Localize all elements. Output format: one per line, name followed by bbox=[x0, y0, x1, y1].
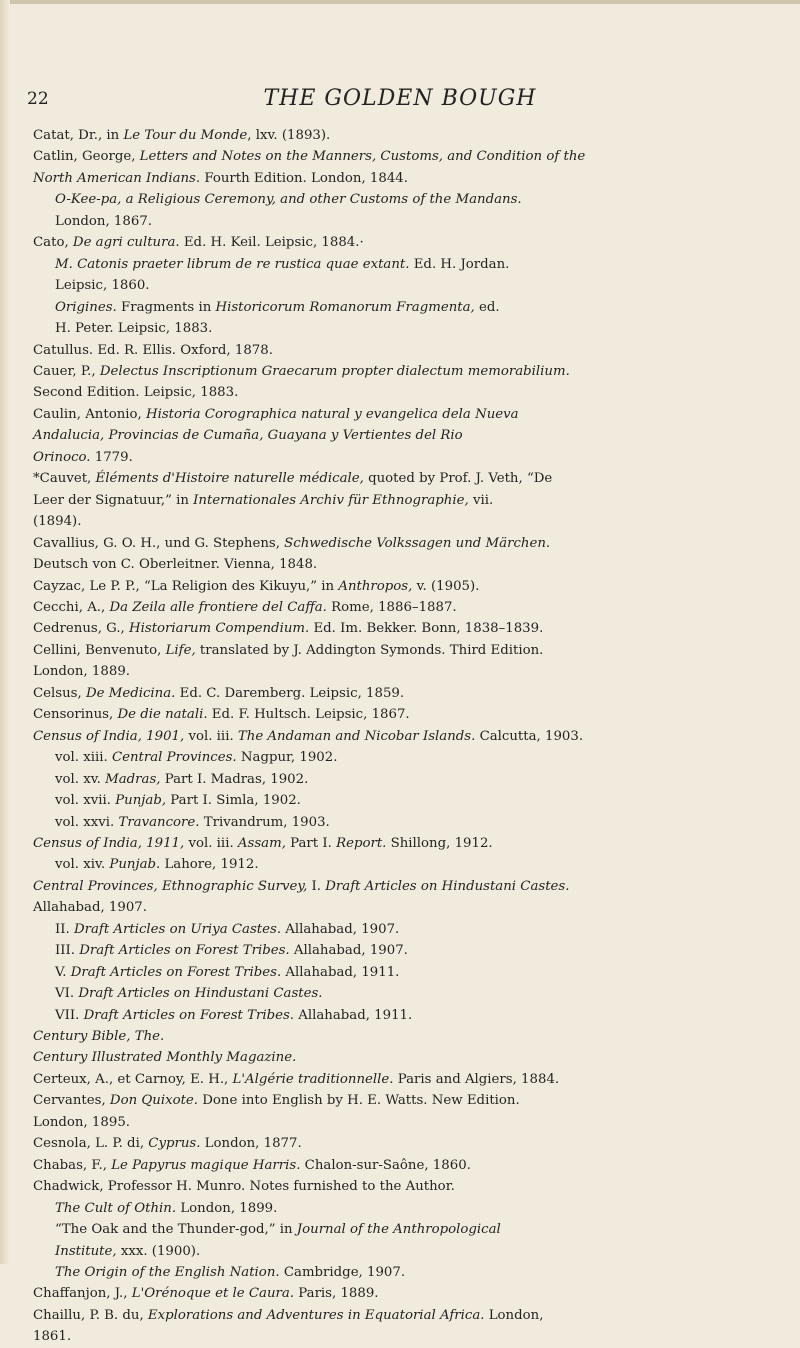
entry-line bbox=[55, 254, 785, 275]
entry-text: London, 1877. bbox=[200, 1136, 302, 1152]
entry-text: London, 1867. bbox=[55, 213, 152, 229]
entry-text: Catullus. Ed. R. Ellis. Oxford, 1878. bbox=[33, 342, 273, 358]
entry-title-text: De Medicina. bbox=[85, 685, 176, 701]
entry-title-text: Historia Corographica natural y evangelica dela Nueva bbox=[145, 406, 519, 422]
entry-text: Chabas, F., bbox=[33, 1157, 112, 1173]
entry-text: vol. iii. bbox=[184, 728, 238, 744]
entry-line bbox=[55, 769, 785, 790]
entry-title-text: Journal of the Anthropological bbox=[296, 1222, 501, 1238]
entry-line bbox=[33, 340, 785, 361]
entry-line bbox=[33, 726, 785, 747]
entry-text: Part I. Madras, 1902. bbox=[160, 771, 309, 787]
entry-line bbox=[33, 404, 785, 425]
entry-title-text: Cyprus. bbox=[148, 1136, 201, 1152]
entry-line bbox=[33, 425, 785, 446]
entry-title-text: Explorations and Adventures in Equatorial Africa. bbox=[147, 1307, 485, 1323]
entry-title-text: Anthropos, bbox=[338, 578, 413, 594]
entry-text: VII. bbox=[55, 1007, 84, 1023]
entry-line bbox=[33, 533, 785, 554]
page-top-rule bbox=[0, 0, 800, 4]
entry-line bbox=[33, 232, 785, 253]
entry-title-text: Punjab. bbox=[109, 857, 161, 873]
entry-line bbox=[33, 876, 785, 897]
entry-title-text: The Andaman and Nicobar Islands. bbox=[237, 728, 476, 744]
bibliography-entry bbox=[33, 1262, 785, 1283]
entry-line bbox=[55, 919, 785, 940]
entry-text: Calcutta, 1903. bbox=[475, 728, 584, 744]
entry-title-text: Delectus Inscriptionum Graecarum propter dialectum memorabilium. bbox=[99, 363, 570, 379]
entry-line bbox=[55, 1241, 785, 1262]
entry-title-text: Census of India, 1901, bbox=[33, 728, 185, 744]
bibliography-entry bbox=[33, 640, 785, 683]
entry-text: xxx. (1900). bbox=[116, 1243, 201, 1259]
entry-line bbox=[33, 447, 785, 468]
entry-line bbox=[55, 940, 785, 961]
entry-text: London, bbox=[484, 1307, 544, 1323]
entry-text: Done into English by H. E. Watts. New Edition. bbox=[198, 1093, 520, 1109]
entry-text: *Cauvet, bbox=[33, 471, 96, 487]
entry-text: Part I. bbox=[285, 835, 337, 851]
entry-text: Part I. Simla, 1902. bbox=[166, 793, 301, 809]
entry-line bbox=[55, 275, 785, 296]
entry-text: Cedrenus, G., bbox=[33, 621, 130, 637]
bibliography-entry bbox=[33, 597, 785, 618]
bibliography-entry bbox=[33, 919, 785, 940]
entry-text: Cecchi, A., bbox=[33, 599, 110, 615]
entry-text: , lxv. (1893). bbox=[247, 128, 331, 143]
entry-text: Paris, 1889. bbox=[294, 1286, 379, 1302]
bibliography-entry bbox=[33, 1176, 785, 1197]
bibliography-entry bbox=[33, 254, 785, 297]
entry-text: Caulin, Antonio, bbox=[33, 406, 146, 422]
bibliography-entry bbox=[33, 618, 785, 639]
entry-line bbox=[55, 962, 785, 983]
entry-title-text: Le Papyrus magique Harris. bbox=[111, 1157, 301, 1173]
entry-text: vol. xiv. bbox=[55, 857, 110, 873]
entry-text: translated by J. Addington Symonds. Third Edition. bbox=[195, 642, 544, 658]
entry-line bbox=[33, 146, 785, 167]
entry-text: (1894). bbox=[33, 514, 82, 530]
entry-text: Ed. C. Daremberg. Leipsic, 1859. bbox=[175, 685, 405, 701]
entry-text: Catlin, George, bbox=[33, 149, 140, 165]
entry-text: Ed. H. Jordan. bbox=[409, 256, 510, 272]
entry-line bbox=[33, 468, 785, 489]
entry-title-text: De agri cultura. bbox=[72, 235, 180, 251]
entry-line bbox=[33, 382, 785, 403]
entry-text: Lahore, 1912. bbox=[160, 857, 259, 873]
entry-text: Ed. Im. Bekker. Bonn, 1838–1839. bbox=[309, 621, 544, 637]
entry-text: ed. bbox=[474, 299, 500, 315]
bibliography-entry bbox=[33, 683, 785, 704]
bibliography-entry bbox=[33, 189, 785, 232]
entry-text: Chadwick, Professor H. Munro. Notes furnished to the Author. bbox=[33, 1179, 455, 1195]
bibliography-entry bbox=[33, 576, 785, 597]
entry-title-text: Draft Articles on Hindustani Castes. bbox=[78, 986, 323, 1002]
entry-text: Allahabad, 1907. bbox=[289, 943, 408, 959]
entry-line bbox=[33, 683, 785, 704]
entry-text: Chalon-sur-Saône, 1860. bbox=[300, 1157, 471, 1173]
entry-text: Fourth Edition. London, 1844. bbox=[200, 170, 408, 186]
entry-text: Cayzac, Le P. P., “La Religion des Kikuyu,” in bbox=[33, 578, 339, 594]
bibliography-entry bbox=[33, 747, 785, 768]
entry-text: London, 1895. bbox=[33, 1114, 130, 1130]
entry-title-text: Institute, bbox=[55, 1243, 117, 1259]
entry-line bbox=[55, 812, 785, 833]
entry-text: “The Oak and the Thunder-god,” in bbox=[55, 1222, 297, 1238]
entry-text: Leipsic, 1860. bbox=[55, 278, 150, 294]
entry-title-text: Schwedische Volkssagen und Märchen. bbox=[284, 535, 551, 551]
bibliography-entry bbox=[33, 1198, 785, 1219]
bibliography-entry bbox=[33, 125, 785, 146]
bibliography-entry bbox=[33, 340, 785, 361]
bibliography-entry bbox=[33, 146, 785, 189]
entry-text: Allahabad, 1907. bbox=[33, 900, 147, 916]
entry-title-text: Le Tour du Monde bbox=[123, 128, 248, 143]
bibliography-entry bbox=[33, 790, 785, 811]
bibliography-entry bbox=[33, 404, 785, 468]
entry-text: III. bbox=[55, 943, 80, 959]
entry-text: I. bbox=[307, 878, 326, 894]
entry-line bbox=[55, 747, 785, 768]
bibliography-entry bbox=[33, 1133, 785, 1154]
entry-title-text: Orinoco. bbox=[33, 449, 91, 465]
entry-title-text: Andalucia, Provincias de Cumaña, Guayana y Vertientes del Rio bbox=[33, 428, 463, 444]
entry-text: Deutsch von C. Oberleitner. Vienna, 1848. bbox=[33, 557, 318, 573]
entry-line bbox=[33, 576, 785, 597]
entry-title-text: Draft Articles on Forest Tribes. bbox=[83, 1007, 295, 1023]
entry-line bbox=[33, 661, 785, 682]
entry-text: Allahabad, 1907. bbox=[281, 921, 400, 937]
entry-title-text: O-Kee-pa, a Religious Ceremony, and other Customs of the Mandans. bbox=[55, 192, 522, 208]
entry-text: II. bbox=[55, 921, 74, 937]
entry-text: vol. xv. bbox=[55, 771, 106, 787]
bibliography-entry bbox=[33, 232, 785, 253]
entry-text: Leer der Signatuur,” in bbox=[33, 492, 194, 508]
entry-line bbox=[33, 1305, 785, 1326]
entry-line bbox=[33, 618, 785, 639]
entry-text: Chaffanjon, J., bbox=[33, 1286, 132, 1302]
entry-text: Ed. H. Keil. Leipsic, 1884.· bbox=[179, 235, 364, 251]
entry-line bbox=[55, 854, 785, 875]
entry-text: Censorinus, bbox=[33, 707, 118, 723]
page-edge-shadow bbox=[0, 0, 10, 1264]
entry-line bbox=[33, 1069, 785, 1090]
entry-line bbox=[55, 211, 785, 232]
bibliography-entry bbox=[33, 1155, 785, 1176]
entry-text: London, 1889. bbox=[33, 664, 130, 680]
running-title: THE GOLDEN BOUGH bbox=[263, 86, 537, 111]
entry-line bbox=[33, 1283, 785, 1304]
entry-line bbox=[33, 833, 785, 854]
bibliography-entry bbox=[33, 983, 785, 1004]
entry-text: Paris and Algiers, 1884. bbox=[393, 1071, 560, 1087]
entry-title-text: Historicorum Romanorum Fragmenta, bbox=[215, 299, 475, 315]
entry-title-text: Origines. bbox=[55, 299, 117, 315]
entry-text: Catat, Dr., in bbox=[33, 128, 124, 143]
entry-title-text: Century Bible, The. bbox=[33, 1029, 165, 1045]
bibliography-entry bbox=[33, 726, 785, 747]
bibliography-entry bbox=[33, 833, 785, 854]
entry-text: Cellini, Benvenuto, bbox=[33, 642, 166, 658]
entry-text: H. Peter. Leipsic, 1883. bbox=[55, 321, 213, 337]
bibliography-entry bbox=[33, 361, 785, 404]
entry-text: Cervantes, bbox=[33, 1093, 110, 1109]
entry-text: Nagpur, 1902. bbox=[236, 750, 338, 766]
entry-title-text: Draft Articles on Uriya Castes. bbox=[73, 921, 282, 937]
entry-line bbox=[33, 554, 785, 575]
bibliography-entry bbox=[33, 854, 785, 875]
entry-text: 1861. bbox=[33, 1329, 72, 1345]
entry-title-text: Draft Articles on Forest Tribes. bbox=[70, 964, 282, 980]
bibliography-entry bbox=[33, 533, 785, 576]
entry-line bbox=[33, 597, 785, 618]
entry-title-text: Assam, bbox=[237, 835, 286, 851]
entry-line bbox=[33, 361, 785, 382]
entry-line bbox=[55, 1198, 785, 1219]
entry-line bbox=[33, 490, 785, 511]
entry-title-text: Report. bbox=[336, 835, 387, 851]
entry-title-text: Éléments d'Histoire naturelle médicale, bbox=[95, 471, 364, 487]
entry-line bbox=[55, 1005, 785, 1026]
bibliography-entry bbox=[33, 1069, 785, 1090]
entry-title-text: L'Orénoque et le Caura. bbox=[131, 1286, 295, 1302]
entry-text: Certeux, A., et Carnoy, E. H., bbox=[33, 1071, 233, 1087]
entry-title-text: Central Provinces. bbox=[111, 750, 237, 766]
entry-title-text: Central Provinces, Ethnographic Survey, bbox=[33, 878, 308, 894]
entry-line bbox=[33, 640, 785, 661]
bibliography-entry bbox=[33, 962, 785, 983]
entry-title-text: Madras, bbox=[105, 771, 161, 787]
entry-text: 1779. bbox=[90, 449, 133, 465]
entry-title-text: North American Indians. bbox=[33, 170, 201, 186]
bibliography-list bbox=[33, 125, 785, 1348]
entry-title-text: Draft Articles on Forest Tribes. bbox=[79, 943, 290, 959]
entry-text: Second Edition. Leipsic, 1883. bbox=[33, 385, 239, 401]
entry-title-text: De die natali. bbox=[117, 707, 208, 723]
entry-title-text: Census of India, 1911, bbox=[33, 835, 185, 851]
page-number: 22 bbox=[27, 89, 49, 109]
entry-text: Allahabad, 1911. bbox=[294, 1007, 413, 1023]
bibliography-entry bbox=[33, 1090, 785, 1133]
entry-title-text: Punjab, bbox=[115, 793, 167, 809]
entry-title-text: The Cult of Othin. bbox=[55, 1200, 177, 1216]
entry-line bbox=[33, 1176, 785, 1197]
entry-text: Shillong, 1912. bbox=[386, 835, 493, 851]
bibliography-entry bbox=[33, 468, 785, 532]
entry-text: V. bbox=[55, 964, 71, 980]
entry-text: Celsus, bbox=[33, 685, 86, 701]
entry-text: London, 1899. bbox=[176, 1200, 278, 1216]
entry-text: v. (1905). bbox=[412, 578, 480, 594]
entry-line bbox=[55, 318, 785, 339]
entry-title-text: The Origin of the English Nation. bbox=[55, 1265, 280, 1281]
bibliography-entry bbox=[33, 1305, 785, 1348]
entry-line bbox=[33, 1090, 785, 1111]
bibliography-entry bbox=[33, 812, 785, 833]
entry-title-text: L'Algérie traditionnelle. bbox=[232, 1071, 394, 1087]
entry-text: vol. iii. bbox=[184, 835, 238, 851]
entry-title-text: Letters and Notes on the Manners, Customs, and Condition of the bbox=[139, 149, 586, 165]
entry-line bbox=[55, 790, 785, 811]
entry-text: Rome, 1886–1887. bbox=[326, 599, 457, 615]
entry-title-text: Life, bbox=[165, 642, 196, 658]
entry-line bbox=[33, 1112, 785, 1133]
entry-text: Cavallius, G. O. H., und G. Stephens, bbox=[33, 535, 285, 551]
entry-text: VI. bbox=[55, 986, 79, 1002]
entry-title-text: Da Zeila alle frontiere del Caffa. bbox=[109, 599, 327, 615]
bibliography-entry bbox=[33, 297, 785, 340]
entry-text: Cambridge, 1907. bbox=[279, 1265, 406, 1281]
entry-line bbox=[33, 897, 785, 918]
entry-line bbox=[55, 983, 785, 1004]
bibliography-entry bbox=[33, 940, 785, 961]
entry-title-text: Don Quixote. bbox=[109, 1093, 199, 1109]
entry-text: Chaillu, P. B. du, bbox=[33, 1307, 148, 1323]
entry-text: Allahabad, 1911. bbox=[281, 964, 400, 980]
entry-title-text: Internationales Archiv für Ethnographie, bbox=[193, 492, 469, 508]
entry-title-text: Historiarum Compendium. bbox=[129, 621, 310, 637]
entry-line bbox=[33, 704, 785, 725]
entry-title-text: M. Catonis praeter librum de re rustica quae extant. bbox=[55, 256, 410, 272]
bibliography-entry bbox=[33, 1026, 785, 1047]
entry-line bbox=[33, 168, 785, 189]
entry-title-text: Century Illustrated Monthly Magazine. bbox=[33, 1050, 297, 1066]
entry-text: Trivandrum, 1903. bbox=[199, 814, 330, 830]
entry-text: quoted by Prof. J. Veth, “De bbox=[363, 471, 553, 487]
entry-line bbox=[55, 1262, 785, 1283]
bibliography-entry bbox=[33, 876, 785, 919]
entry-text: Fragments in bbox=[116, 299, 216, 315]
bibliography-entry bbox=[33, 1283, 785, 1304]
bibliography-entry bbox=[33, 1005, 785, 1026]
entry-line bbox=[33, 1155, 785, 1176]
entry-text: vol. xvii. bbox=[55, 793, 116, 809]
bibliography-entry bbox=[33, 1219, 785, 1262]
bibliography-entry bbox=[33, 1047, 785, 1068]
entry-line bbox=[55, 297, 785, 318]
entry-title-text: Draft Articles on Hindustani Castes. bbox=[325, 878, 570, 894]
entry-line bbox=[55, 1219, 785, 1240]
entry-line bbox=[33, 1326, 785, 1347]
entry-line bbox=[33, 1026, 785, 1047]
bibliography-entry bbox=[33, 769, 785, 790]
entry-line bbox=[55, 189, 785, 210]
entry-text: Cato, bbox=[33, 235, 73, 251]
bibliography-entry bbox=[33, 704, 785, 725]
entry-line bbox=[33, 125, 785, 146]
entry-text: Ed. F. Hultsch. Leipsic, 1867. bbox=[207, 707, 410, 723]
entry-line bbox=[33, 1133, 785, 1154]
entry-text: vol. xxvi. bbox=[55, 814, 119, 830]
entry-text: Cesnola, L. P. di, bbox=[33, 1136, 149, 1152]
entry-line bbox=[33, 1047, 785, 1068]
entry-line bbox=[33, 511, 785, 532]
entry-text: vol. xiii. bbox=[55, 750, 112, 766]
entry-text: Cauer, P., bbox=[33, 363, 100, 379]
entry-text: vii. bbox=[468, 492, 494, 508]
entry-title-text: Travancore. bbox=[118, 814, 200, 830]
